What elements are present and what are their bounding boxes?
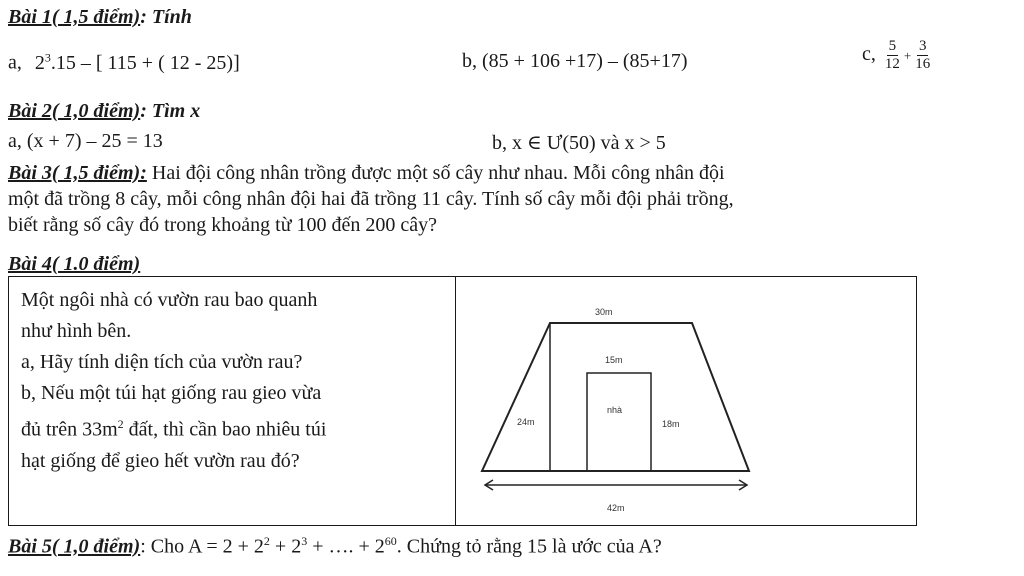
bai1-c-num1: 5 — [888, 38, 897, 54]
bai1-b-expr: (85 + 106 +17) – (85+17) — [482, 50, 688, 72]
bai2-heading-suffix: : Tìm x — [140, 100, 201, 122]
bai5-text-mid1: + 2 — [269, 535, 302, 558]
bai5-text-pre: : Cho A = 2 + 2 — [140, 535, 264, 558]
bai4-box-divider — [455, 277, 456, 525]
bai1-a-rest: .15 – [ 115 + ( 12 - 25)] — [50, 51, 240, 74]
bai5-heading: Bài 5( 1,0 điểm) — [8, 535, 141, 558]
bai1-a-expr — [35, 52, 240, 74]
bai4-heading: Bài 4( 1.0 điểm) — [8, 253, 141, 275]
bai4-line6: hạt giống để gieo hết vườn rau đó? — [21, 449, 300, 472]
bai1-c-num2: 3 — [918, 38, 927, 54]
bai3-line2: một đã trồng 8 cây, mỗi công nhân đội hai đã trồng 11 cây. Tính số cây mỗi đội phải trồng, — [8, 188, 734, 210]
bai1-b-label: b, — [462, 50, 477, 72]
bai2-part-b: b, x ∈ Ư(50) và x > 5 — [492, 132, 666, 154]
bai5-text-mid2: + …. + 2 — [307, 535, 385, 558]
bai1-c-fraction-2 — [913, 38, 932, 73]
bai2-heading: Bài 2( 1,0 điểm) — [8, 100, 141, 122]
bai5-exp2: 2 — [263, 534, 270, 548]
label-house-height-18m: 18m — [662, 419, 680, 429]
bai1-heading-suffix: : Tính — [140, 6, 192, 28]
bai4-line3: a, Hãy tính diện tích của vườn rau? — [21, 351, 303, 373]
bai4-line1: Một ngôi nhà có vườn rau bao quanh — [21, 289, 318, 311]
bai2-heading-row — [8, 100, 200, 123]
bai4-line5 — [21, 409, 441, 446]
bai1-heading-row — [8, 6, 192, 29]
bai1-a-exponent: 3 — [44, 50, 51, 64]
bai4-text — [21, 285, 441, 477]
bai5-exp3: 3 — [301, 534, 308, 548]
bai3-line1: Hai đội công nhân trồng được một số cây như nhau. Mỗi công nhân đội — [146, 162, 725, 184]
bai4-box — [8, 276, 917, 526]
garden-trapezoid — [482, 323, 749, 471]
house-rectangle — [587, 373, 651, 471]
bai1-c-operator: + — [903, 48, 912, 64]
bai4-line4: b, Nếu một túi hạt giống rau gieo vừa — [21, 382, 322, 404]
bai5-text-post: . Chứng tỏ rằng 15 là ước của A? — [396, 535, 662, 558]
bai1-c-label: c, — [862, 43, 876, 66]
bai1-c-fraction-1 — [883, 38, 902, 73]
bai4-line5-pre: đủ trên 33m — [21, 418, 118, 441]
bai4-line5-exponent: 2 — [117, 417, 124, 431]
bai1-heading: Bài 1( 1,5 điểm) — [8, 6, 141, 28]
label-house-width-15m: 15m — [605, 355, 623, 365]
label-top-30m: 30m — [595, 307, 613, 317]
bai1-part-b — [462, 50, 687, 73]
bai5-row — [8, 534, 662, 559]
garden-figure — [457, 277, 915, 525]
bai1-c-den2: 16 — [915, 56, 931, 72]
bai4-line5-post: đất, thì cần bao nhiêu túi — [123, 418, 327, 441]
bai3-heading: Bài 3( 1,5 điểm): — [8, 162, 147, 184]
bai2-part-a: a, (x + 7) – 25 = 13 — [8, 130, 163, 152]
bai4-line2: như hình bên. — [21, 320, 132, 342]
label-house: nhà — [607, 405, 623, 415]
bai1-part-a — [8, 50, 240, 75]
bai3-line3: biết rằng số cây đó trong khoảng từ 100 đến 200 cây? — [8, 214, 438, 236]
bai1-a-label: a, — [8, 51, 22, 74]
bai4-heading-row — [8, 253, 140, 276]
bai1-part-c — [862, 38, 934, 73]
bai3-paragraph — [8, 160, 1016, 238]
label-bottom-42m: 42m — [607, 503, 625, 513]
bai1-c-den1: 12 — [884, 56, 900, 72]
bai5-exp60: 60 — [384, 534, 397, 548]
label-left-24m: 24m — [517, 417, 535, 427]
bai1-a-base: 2 — [34, 51, 45, 74]
